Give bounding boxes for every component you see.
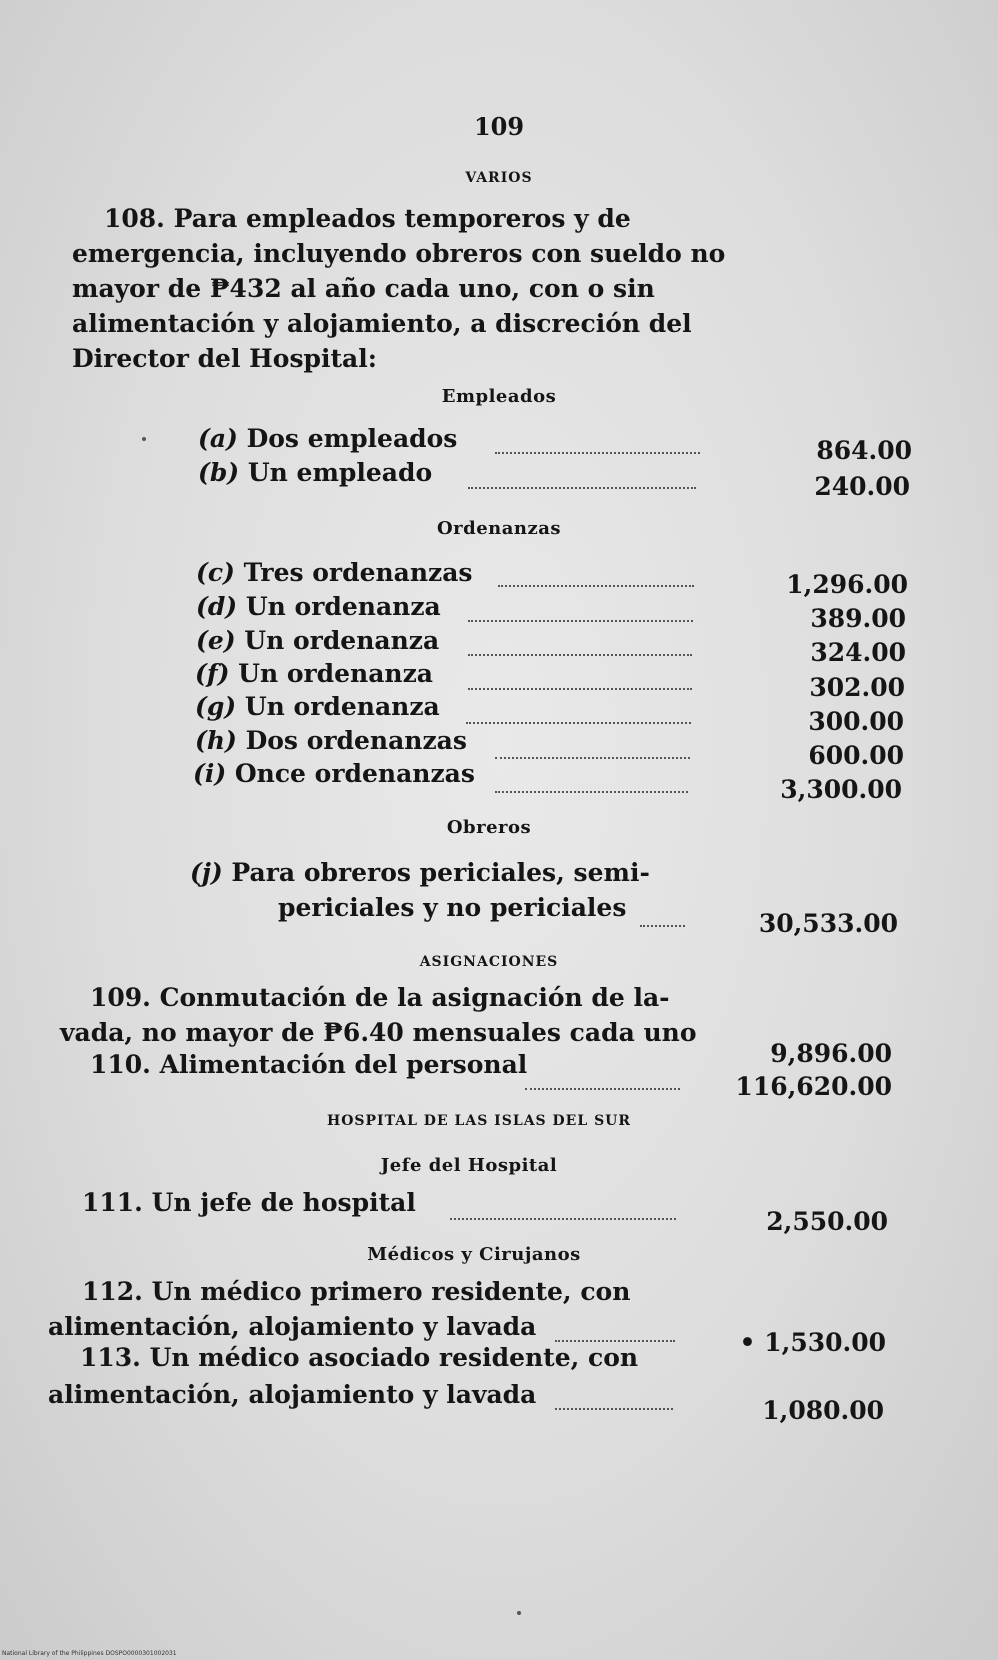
amount-110: 116,620.00 bbox=[735, 1072, 892, 1101]
leader-dots bbox=[468, 688, 692, 690]
leader-dots bbox=[450, 1218, 676, 1220]
entry-e bbox=[196, 626, 439, 655]
item-108-line-2: emergencia, incluyendo obreros con sueldo no bbox=[72, 239, 726, 268]
entry-text: Tres ordenanzas bbox=[243, 558, 473, 587]
entry-label: (g) bbox=[195, 692, 237, 721]
entry-d bbox=[196, 592, 441, 621]
entry-label: (h) bbox=[195, 726, 237, 755]
amount-e: 324.00 bbox=[810, 638, 906, 667]
entry-label: (f) bbox=[195, 659, 230, 688]
entry-j-line-2: periciales y no periciales bbox=[278, 893, 627, 922]
leader-dots bbox=[495, 452, 700, 454]
leader-dots bbox=[468, 487, 696, 489]
item-108-paragraph bbox=[72, 201, 725, 376]
amount-109: 9,896.00 bbox=[770, 1039, 892, 1068]
amount-c: 1,296.00 bbox=[786, 570, 908, 599]
entry-text: Un ordenanza bbox=[245, 592, 441, 621]
leader-dots bbox=[468, 654, 692, 656]
item-109-line-1: 109. Conmutación de la asignación de la- bbox=[90, 983, 670, 1012]
entry-text: Once ordenanzas bbox=[234, 759, 475, 788]
ink-speck bbox=[142, 437, 146, 441]
amount-113: 1,080.00 bbox=[762, 1396, 884, 1425]
item-112-line-1: 112. Un médico primero residente, con bbox=[82, 1277, 631, 1306]
entry-f bbox=[195, 659, 433, 688]
amount-b: 240.00 bbox=[814, 472, 910, 501]
entry-label: (d) bbox=[196, 592, 238, 621]
entry-j bbox=[190, 858, 650, 887]
section-ordenanzas: Ordenanzas bbox=[436, 518, 562, 539]
amount-i: 3,300.00 bbox=[780, 775, 902, 804]
item-113-line-1: 113. Un médico asociado residente, con bbox=[80, 1343, 639, 1372]
amount-112: • 1,530.00 bbox=[739, 1328, 886, 1357]
section-varios: VARIOS bbox=[465, 170, 533, 186]
item-108-line-4: alimentación y alojamiento, a discreción del bbox=[72, 309, 692, 338]
amount-h: 600.00 bbox=[808, 741, 904, 770]
ink-speck bbox=[517, 1611, 521, 1615]
entry-label: (j) bbox=[190, 858, 223, 887]
entry-c bbox=[196, 558, 473, 587]
amount-a: 864.00 bbox=[816, 436, 912, 465]
item-113-line-2: alimentación, alojamiento y lavada bbox=[48, 1380, 537, 1409]
entry-label: (e) bbox=[196, 626, 236, 655]
amount-d: 389.00 bbox=[810, 604, 906, 633]
footer-attribution: National Library of the Philippines DOSPO0000301002031 bbox=[2, 1650, 177, 1657]
amount-f: 302.00 bbox=[809, 673, 905, 702]
section-asignaciones: ASIGNACIONES bbox=[419, 954, 559, 970]
leader-dots bbox=[468, 620, 693, 622]
amount-111: 2,550.00 bbox=[766, 1207, 888, 1236]
entry-text: Dos ordenanzas bbox=[245, 726, 467, 755]
section-obreros: Obreros bbox=[446, 817, 532, 838]
entry-label: (a) bbox=[198, 424, 238, 453]
item-110-text: 110. Alimentación del personal bbox=[90, 1050, 528, 1079]
item-108-line-1: 108. Para empleados temporeros y de bbox=[104, 204, 631, 233]
item-108-line-3: mayor de ₱432 al año cada uno, con o sin bbox=[72, 274, 655, 303]
entry-h bbox=[195, 726, 467, 755]
item-112-line-2: alimentación, alojamiento y lavada bbox=[48, 1312, 537, 1341]
entry-b bbox=[198, 458, 432, 487]
amount-j: 30,533.00 bbox=[758, 909, 898, 938]
section-hospital-sur: HOSPITAL DE LAS ISLAS DEL SUR bbox=[326, 1113, 632, 1129]
amount-g: 300.00 bbox=[808, 707, 904, 736]
leader-dots bbox=[555, 1340, 675, 1342]
page-number: 109 bbox=[473, 112, 525, 141]
leader-dots bbox=[495, 757, 690, 759]
leader-dots bbox=[495, 791, 688, 793]
entry-text: Un ordenanza bbox=[238, 659, 434, 688]
entry-text: Un ordenanza bbox=[244, 626, 440, 655]
section-jefe: Jefe del Hospital bbox=[380, 1155, 558, 1176]
entry-label: (c) bbox=[196, 558, 235, 587]
entry-text: Un empleado bbox=[247, 458, 433, 487]
item-109-line-2: vada, no mayor de ₱6.40 mensuales cada uno bbox=[60, 1018, 697, 1047]
leader-dots bbox=[498, 585, 694, 587]
entry-label: (b) bbox=[198, 458, 240, 487]
entry-i bbox=[193, 759, 475, 788]
item-111-text: 111. Un jefe de hospital bbox=[82, 1188, 416, 1217]
entry-label: (i) bbox=[193, 759, 227, 788]
entry-g bbox=[195, 692, 440, 721]
entry-text: Para obreros periciales, semi- bbox=[231, 858, 650, 887]
leader-dots bbox=[555, 1408, 673, 1410]
leader-dots bbox=[640, 925, 685, 927]
leader-dots bbox=[466, 722, 691, 724]
section-medicos: Médicos y Cirujanos bbox=[367, 1244, 581, 1265]
entry-text: Un ordenanza bbox=[244, 692, 440, 721]
leader-dots bbox=[525, 1088, 680, 1090]
entry-text: Dos empleados bbox=[246, 424, 458, 453]
section-empleados: Empleados bbox=[441, 386, 557, 407]
item-108-line-5: Director del Hospital: bbox=[72, 344, 377, 373]
entry-a bbox=[198, 424, 457, 453]
